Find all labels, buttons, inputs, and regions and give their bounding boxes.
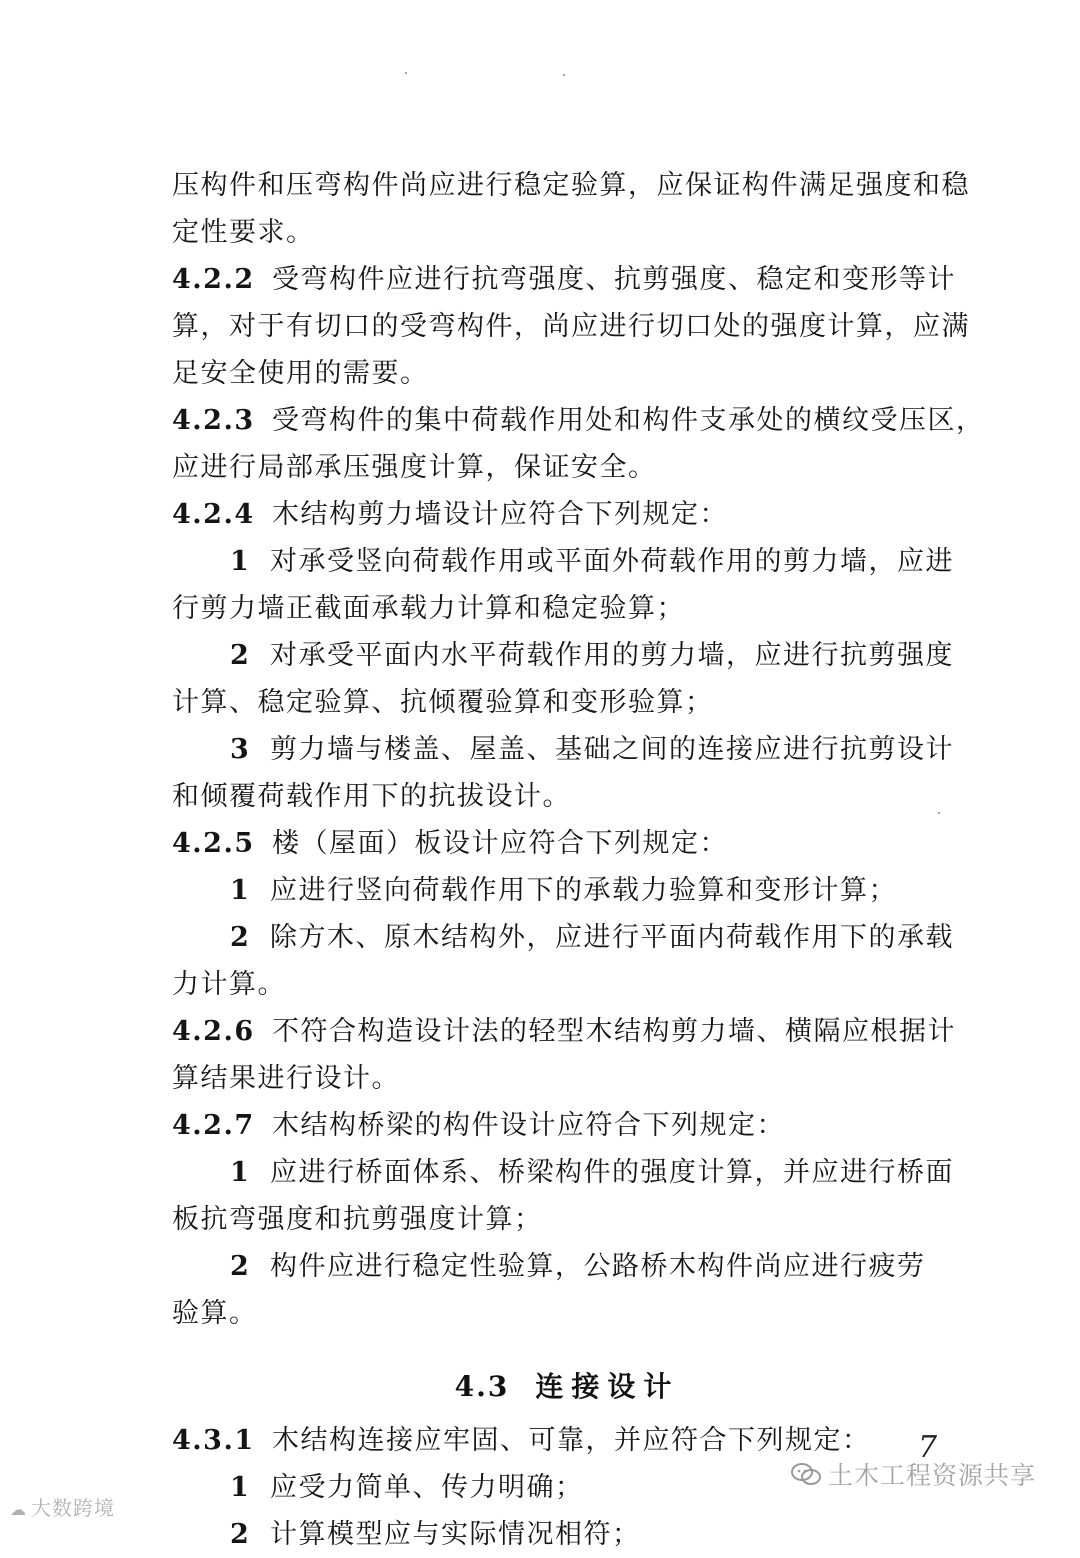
line-text: 算，对于有切口的受弯构件，尚应进行切口处的强度计算，应满 [172,311,970,342]
line-text: 足安全使用的需要。 [172,358,429,389]
item-number: 1 [230,875,251,906]
item-number: 3 [230,734,251,765]
list-item [172,1243,962,1290]
line-text: 受弯构件的集中荷载作用处和构件支承处的横纹受压区， [272,405,985,436]
clause-line [172,820,962,867]
line-text: 木结构桥梁的构件设计应符合下列规定： [272,1110,785,1141]
item-number: 2 [230,1519,251,1550]
clause-line [172,491,962,538]
text-line [172,444,962,491]
list-item [172,1149,962,1196]
watermark-left-text: 大数跨境 [31,1496,115,1520]
clause-line [172,256,962,303]
clause-number: 4.2.7 [172,1110,255,1141]
text-line [172,773,962,820]
clause-number: 4.3.1 [172,1425,255,1456]
line-text: 木结构连接应牢固、可靠，并应符合下列规定： [272,1425,871,1456]
line-text: 构件应进行稳定性验算，公路桥木构件尚应进行疲劳 [270,1251,926,1282]
clause-line [172,1102,962,1149]
line-text: 受弯构件应进行抗弯强度、抗剪强度、稳定和变形等计 [272,264,956,295]
line-text: 力计算。 [172,969,286,1000]
line-text: 木结构剪力墙设计应符合下列规定： [272,499,728,530]
clause-number: 4.2.3 [172,405,255,436]
text-line [172,162,970,209]
line-text: 和倾覆荷载作用下的抗拔设计。 [172,781,571,812]
list-item [172,914,962,961]
item-number: 1 [230,1157,251,1188]
line-text: 计算、稳定验算、抗倾覆验算和变形验算； [172,687,714,718]
line-text: 除方木、原木结构外，应进行平面内荷载作用下的承载 [270,922,954,953]
clause-number: 4.2.5 [172,828,255,859]
section-gap [172,1337,962,1357]
clause-line [172,397,985,444]
section-number: 4.3 [454,1370,510,1403]
line-text: 楼（屋面）板设计应符合下列规定： [272,828,728,859]
watermark-right-text: 土木工程资源共享 [828,1461,1037,1490]
text-line [172,350,962,397]
logo-icon: ☁ [10,1500,27,1519]
list-item [172,632,962,679]
text-line [172,1055,962,1102]
line-text: 板抗弯强度和抗剪强度计算； [172,1204,543,1235]
text-line [172,1290,962,1337]
item-number: 1 [230,546,251,577]
line-text: 剪力墙与楼盖、屋盖、基础之间的连接应进行抗剪设计 [270,734,954,765]
line-text: 压构件和压弯构件尚应进行稳定验算，应保证构件满足强度和稳 [172,170,970,201]
clause-line [172,1008,962,1055]
section-heading [172,1357,962,1417]
text-line [172,303,970,350]
line-text: 对承受竖向荷载作用或平面外荷载作用的剪力墙，应进 [270,546,954,577]
item-number: 2 [230,922,251,953]
item-number: 2 [230,1251,251,1282]
clause-number: 4.2.2 [172,264,255,295]
text-line [172,961,962,1008]
list-item [172,1511,962,1558]
line-text: 算结果进行设计。 [172,1063,400,1094]
line-text: 应进行竖向荷载作用下的承载力验算和变形计算； [270,875,897,906]
watermark-left [10,1492,115,1521]
clause-number: 4.2.6 [172,1016,255,1047]
line-text: 应受力简单、传力明确； [270,1472,584,1503]
watermark-right [790,1456,1036,1492]
text-line [172,1196,962,1243]
list-item [172,867,962,914]
wechat-icon [790,1462,822,1486]
line-text: 定性要求。 [172,217,315,248]
list-item [172,726,962,773]
text-line [172,679,962,726]
scan-speck [563,74,565,76]
list-item [172,538,962,585]
line-text: 对承受平面内水平荷载作用的剪力墙，应进行抗剪强度 [270,640,954,671]
page-number: 7 [918,1430,938,1465]
text-line [172,585,962,632]
line-text: 验算。 [172,1298,258,1329]
text-line [172,209,962,256]
item-number: 2 [230,640,251,671]
line-text: 行剪力墙正截面承载力计算和稳定验算； [172,593,685,624]
clause-number: 4.2.4 [172,499,255,530]
line-text: 计算模型应与实际情况相符； [270,1519,641,1550]
line-text: 不符合构造设计法的轻型木结构剪力墙、横隔应根据计 [272,1016,956,1047]
line-text: 应进行局部承压强度计算，保证安全。 [172,452,657,483]
body-text [172,162,985,1558]
scan-speck [405,72,407,74]
line-text: 应进行桥面体系、桥梁构件的强度计算，并应进行桥面 [270,1157,954,1188]
item-number: 1 [230,1472,251,1503]
section-title-text: 连接设计 [535,1370,680,1403]
